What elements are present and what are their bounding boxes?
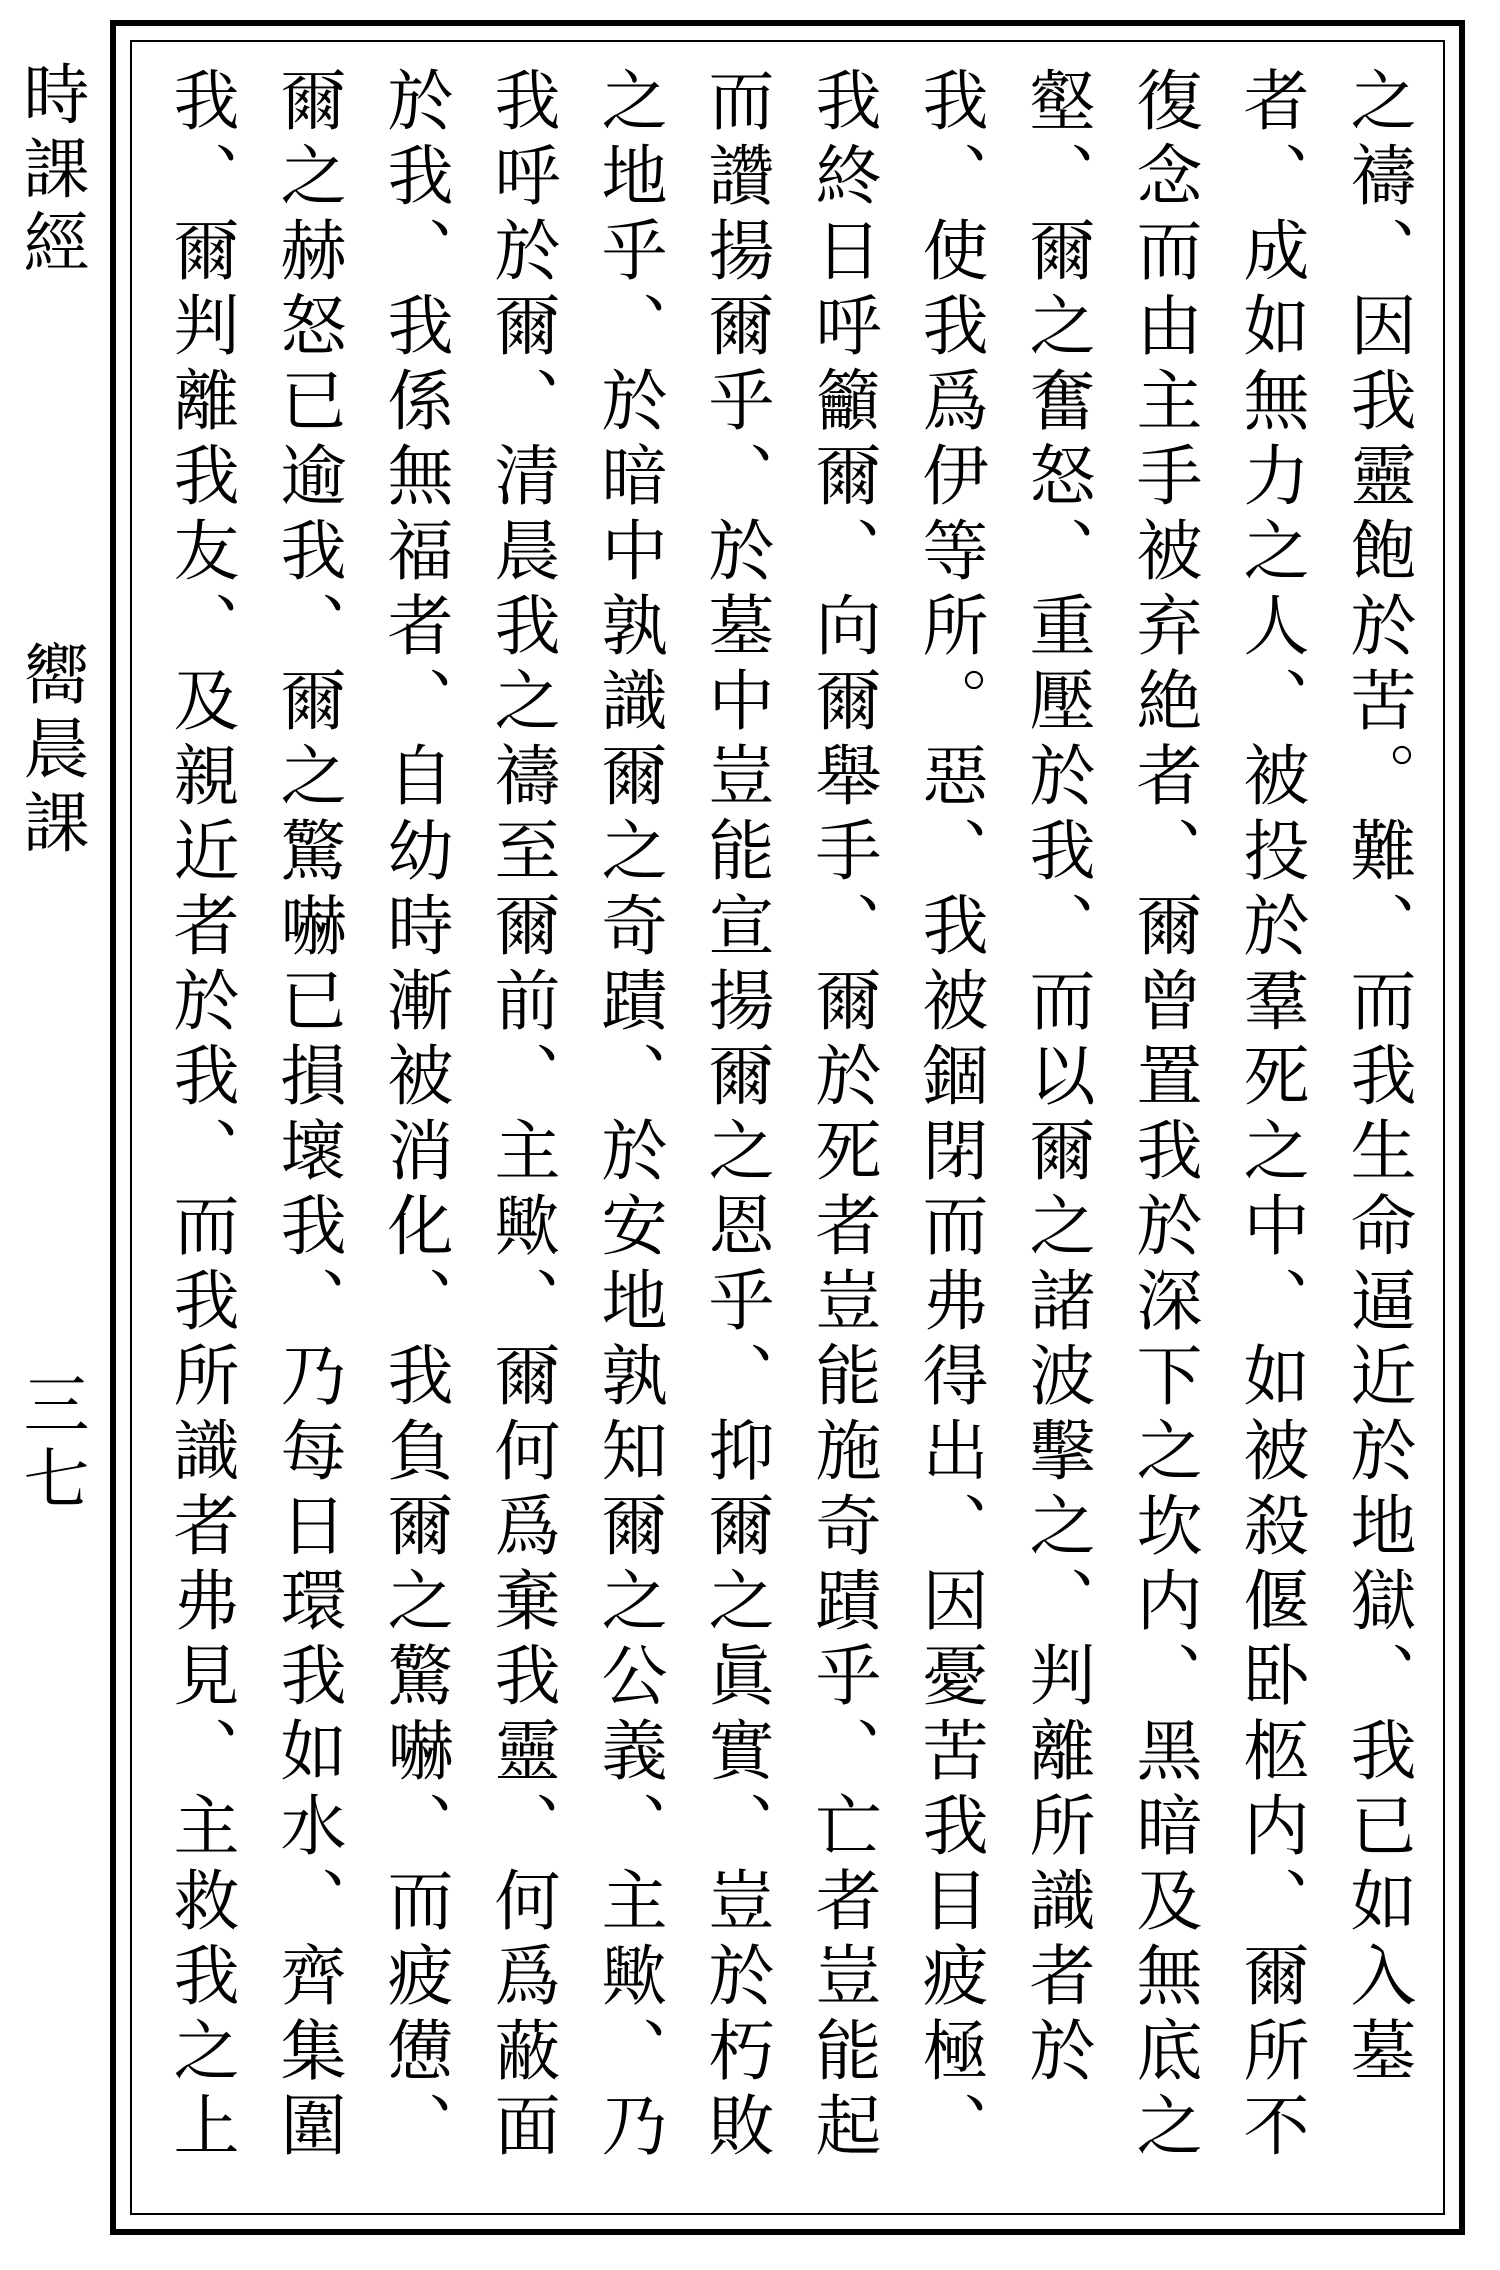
body-text: 之禱、因我靈飽於苦。難、而我生命逼近於地獄、我已如入墓者、成如無力之人、被投於羣死之中、如被殺偃卧柩内、爾所不復念而由主手被弃絶者、爾曾置我於深下之坎内、黑暗及無底之壑、爾之奮怒、重壓於我、而以爾之諸波擊之、判離所識者於我、使我爲伊等所。惡、我被錮閉而弗得出、因憂苦我目疲極、我終日呼籲爾、向爾舉手、爾於死者豈能施奇蹟乎、亡者豈能起而讚揚爾乎、於墓中豈能宣揚爾之恩乎、抑爾之眞實、豈於朽敗之地乎、於暗中孰識爾之奇蹟、於安地孰知爾之公義、主歟、乃我呼於爾、清晨我之禱至爾前、主歟、爾何爲棄我靈、何爲蔽面於我、我係無福者、自幼時漸被消化、我負爾之驚嚇、而疲憊、爾之赫怒已逾我、爾之驚嚇已損壞我、乃每日環我如水、齊集圍我、爾判離我友、及親近者於我、而我所識者弗見、主救我之上	[162, 66, 1416, 2166]
section-title: 嚮晨課	[12, 640, 89, 862]
page-frame	[110, 20, 1465, 2235]
book-title: 時課經	[12, 60, 89, 282]
page-number: 三七	[12, 1370, 89, 1518]
